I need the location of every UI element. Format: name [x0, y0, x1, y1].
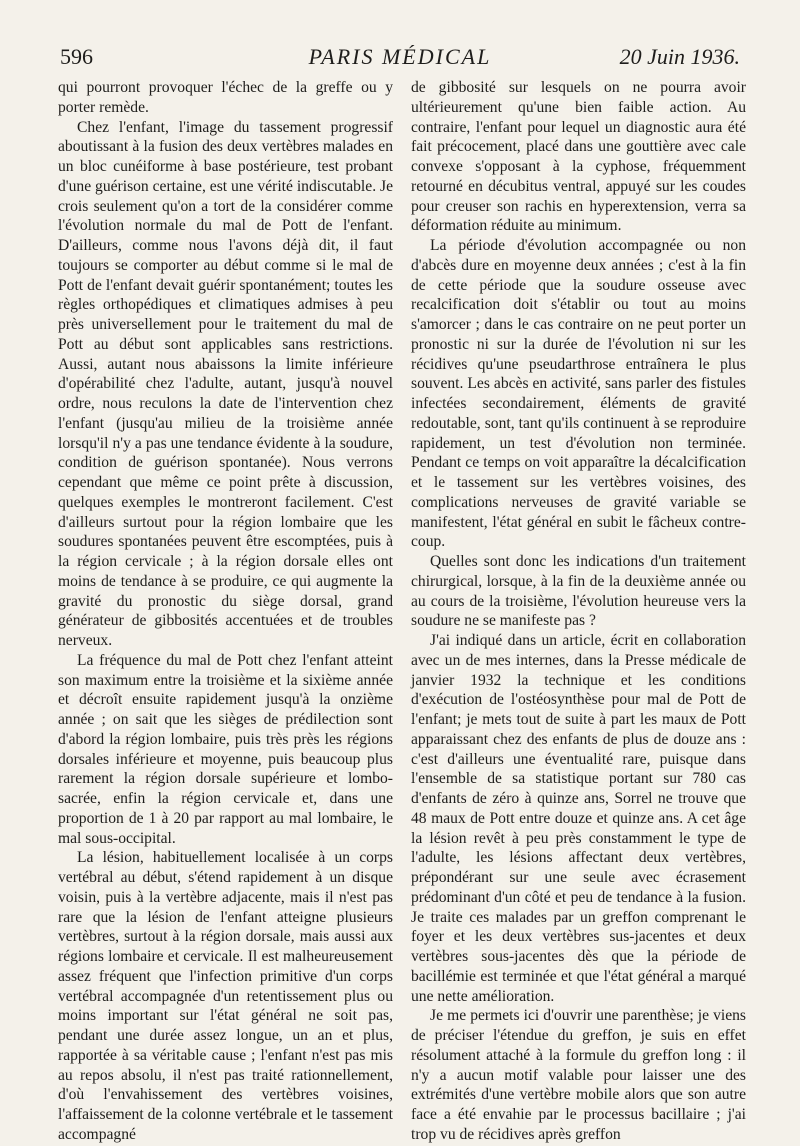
paragraph: Chez l'enfant, l'image du tassement progressif aboutissant à la fusion des deux vertèbres malades en un bloc cunéiforme à base postérieure, test probant d'une guérison certaine, est une vérité indiscutable. Je crois seulement qu'on a tort de la considérer comme l'évolution normale du mal de Pott de l'enfant. D'ailleurs, comme nous l'avons déjà dit, il faut toujours se comporter au début comme si le mal de Pott de l'enfant devait guérir spontanément; toutes les règles orthopédiques et climatiques admises à peu près universellement pour le traitement du mal de Pott au début sont applicables sans restrictions. Aussi, autant nous abaissons la limite inférieure d'opérabilité chez l'adulte, autant, jusqu'à nouvel ordre, nous reculons la date de l'intervention chez l'enfant (jusqu'au milieu de la troisième année lorsqu'il n'y a pas une tendance évidente à la soudure, condition de guérison spontanée). Nous verrons cependant que même ce point prête à discussion, quelques exemples le montreront facilement. C'est d'ailleurs surtout pour la région lombaire que les soudures spontanées peuvent être escomptées, puis à la région cervicale ; à la région dorsale elles ont moins de tendance à se produire, ce qui augmente la gravité du pronostic du siège dorsal, grand générateur de gibbosités accentuées et de troubles nerveux.: [58, 118, 393, 649]
paragraph: J'ai indiqué dans un article, écrit en collaboration avec un de mes internes, dans la Presse médicale de janvier 1932 la technique et les conditions d'exécution de l'ostéosynthèse pour mal de Pott de l'enfant; je mets tout de suite à part les maux de Pott apparaissant chez des enfants de plus de douze ans : c'est d'ailleurs une éventualité rare, puisque dans l'ensemble de sa statistique portant sur 780 cas d'enfants de zéro à quinze ans, Sorrel ne trouve que 48 maux de Pott entre douze et quinze ans. A cet âge la lésion revêt à peu près constamment le type de l'adulte, les lésions affectant deux vertèbres, prépondérant sur une seule avec écrasement prédominant d'un côté et peu de tendance à la fusion. Je traite ces malades par un greffon comprenant le foyer et les deux vertèbres sus-jacentes et deux vertèbres sous-jacentes dès que la période de bacillémie est terminée et que l'état général a marqué une nette amélioration.: [411, 632, 746, 1005]
issue-date: 20 Juin 1936.: [619, 44, 740, 69]
paragraph: Je me permets ici d'ouvrir une parenthèse; je viens de préciser l'étendue du greffon, je suis en effet résolument attaché à la formule du greffon long : il n'y a aucun motif valable pour laisser une des extrémités d'une vertèbre mobile alors que son autre face a été envahie par le processus bacillaire ; j'ai trop vu de récidives après greffon: [411, 1007, 746, 1143]
left-column: [58, 78, 393, 1145]
right-column: [411, 78, 746, 1145]
page-number: 596: [60, 44, 93, 69]
paragraph: qui pourront provoquer l'échec de la greffe ou y porter remède.: [58, 79, 393, 116]
paragraph: de gibbosité sur lesquels on ne pourra avoir ultérieurement qu'une bien faible action. Au contraire, l'enfant pour lequel un diagnostic aura été fait précocement, placé dans une gouttière avec cale convexe s'opposant à la cyphose, fréquemment retourné en décubitus ventral, appuyé sur les coudes pour creuser son rachis en hyperextension, verra sa déformation réduite au minimum.: [411, 79, 746, 235]
paragraph: La lésion, habituellement localisée à un corps vertébral au début, s'étend rapidement à un disque voisin, puis à la vertèbre adjacente, mais il n'est pas rare que la lésion de l'enfant atteigne plusieurs vertèbres, surtout à la région dorsale, mais aussi aux régions lombaire et cervicale. Il est malheureusement assez fréquent que l'infection primitive d'un corps vertébral accompagnée d'un retentissement plus ou moins important sur l'état général ne soit pas, pendant une durée assez longue, un an et plus, rapportée à sa véritable cause ; l'enfant n'est pas mis au repos absolu, il n'est pas traité rationnellement, d'où l'envahissement des vertèbres voisines, l'affaissement de la colonne vertébrale et le tassement accompagné: [58, 849, 393, 1143]
running-title: PARIS MÉDICAL: [308, 44, 492, 69]
paragraph: La période d'évolution accompagnée ou non d'abcès dure en moyenne deux années ; c'est à la fin de cette période que la soudure osseuse avec recalcification doit s'établir ou tout au moins s'amorcer ; dans le cas contraire on ne peut porter un pronostic ni sur la durée de l'évolution ni sur les récidives qu'une pseudarthrose entraînera le plus souvent. Les abcès en activité, sans parler des fistules infectées secondairement, éléments de gravité redoutable, sont, tant qu'ils continuent à se reproduire rapidement, un test d'évolution non terminée. Pendant ce temps on voit apparaître la décalcification et le tassement sur les vertèbres voisines, des complications nerveuses de gravité variable se manifestent, l'état général en subit le fâcheux contre-coup.: [411, 237, 746, 551]
paragraph: Quelles sont donc les indications d'un traitement chirurgical, lorsque, à la fin de la deuxième année ou au cours de la troisième, l'évolution heureuse vers la soudure ne se manifeste pas ?: [411, 553, 746, 630]
paragraph: La fréquence du mal de Pott chez l'enfant atteint son maximum entre la troisième et la sixième année et décroît ensuite rapidement jusqu'à la onzième année ; on sait que les sièges de prédilection sont d'abord la région lombaire, puis très près les régions dorsales inférieure et moyenne, puis beaucoup plus rarement la région dorsale supérieure et lombo-sacrée, enfin la région cervicale et, dans une proportion de 1 à 20 par rapport au mal lombaire, le mal sous-occipital.: [58, 651, 393, 847]
page-header: [60, 42, 740, 72]
